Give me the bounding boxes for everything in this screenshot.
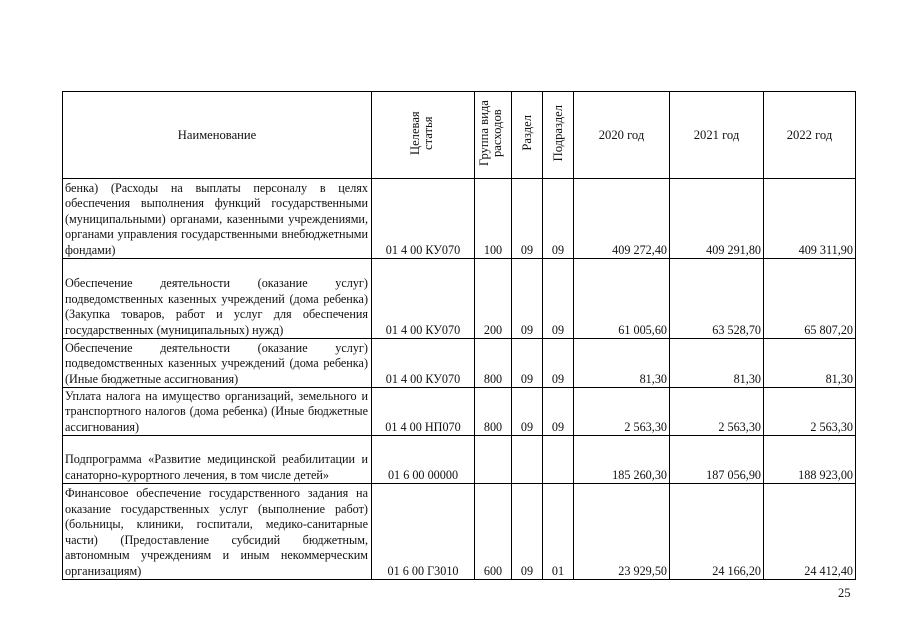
row-target-cell: 01 6 00 Г3010 — [372, 484, 475, 580]
row-2020-cell: 81,30 — [574, 339, 670, 388]
row-2021-cell: 409 291,80 — [670, 179, 764, 259]
row-2020-cell: 185 260,30 — [574, 436, 670, 484]
row-target-cell: 01 4 00 КУ070 — [372, 259, 475, 339]
row-name-cell: бенка) (Расходы на выплаты персоналу в целях обеспечения выполнения функций государственными (муниципальными) органами, казенными учреждениями, органами управления государственными внебюджетными фондами) — [63, 179, 372, 259]
table-header-row — [63, 92, 856, 179]
row-subsection-cell — [543, 436, 574, 484]
row-2021-cell: 187 056,90 — [670, 436, 764, 484]
row-2020-cell: 23 929,50 — [574, 484, 670, 580]
row-group-cell — [475, 436, 512, 484]
table-row — [63, 436, 856, 484]
row-subsection-cell: 09 — [543, 339, 574, 388]
row-2022-cell: 188 923,00 — [764, 436, 856, 484]
row-2022-cell: 24 412,40 — [764, 484, 856, 580]
row-subsection-cell: 09 — [543, 179, 574, 259]
row-2021-cell: 2 563,30 — [670, 388, 764, 436]
row-2022-cell: 2 563,30 — [764, 388, 856, 436]
col-header-name: Наименование — [63, 92, 372, 179]
col-header-group: Группа вида расходов — [475, 92, 512, 179]
row-target-cell: 01 4 00 КУ070 — [372, 179, 475, 259]
table-row — [63, 179, 856, 259]
row-2021-cell: 81,30 — [670, 339, 764, 388]
row-section-cell: 09 — [512, 339, 543, 388]
col-header-2021: 2021 год — [670, 92, 764, 179]
row-target-cell: 01 6 00 00000 — [372, 436, 475, 484]
page-number: 25 — [838, 586, 851, 600]
row-2021-cell: 63 528,70 — [670, 259, 764, 339]
table-row — [63, 484, 856, 580]
row-section-cell: 09 — [512, 179, 543, 259]
row-section-cell: 09 — [512, 259, 543, 339]
row-name-cell: Уплата налога на имущество организаций, земельного и транспортного налогов (дома ребенка) (Иные бюджетные ассигнования) — [63, 388, 372, 436]
row-2021-cell: 24 166,20 — [670, 484, 764, 580]
col-header-section: Раздел — [512, 92, 543, 179]
row-2022-cell: 65 807,20 — [764, 259, 856, 339]
row-2020-cell: 61 005,60 — [574, 259, 670, 339]
row-section-cell — [512, 436, 543, 484]
row-target-cell: 01 4 00 КУ070 — [372, 339, 475, 388]
row-name-cell: Финансовое обеспечение государственного задания на оказание государственных услуг (выполнение работ) (больницы, клиники, госпитали, медико-санитарные части) (Предоставление субсидий бюджетным, автономным учреждениям и иным некоммерческим организациям) — [63, 484, 372, 580]
col-header-subsection: Подраздел — [543, 92, 574, 179]
row-group-cell: 800 — [475, 339, 512, 388]
row-subsection-cell: 09 — [543, 388, 574, 436]
row-2022-cell: 81,30 — [764, 339, 856, 388]
table-row — [63, 259, 856, 339]
row-name-cell: Обеспечение деятельности (оказание услуг) подведомственных казенных учреждений (дома ребенка) (Иные бюджетные ассигнования) — [63, 339, 372, 388]
row-subsection-cell: 09 — [543, 259, 574, 339]
table-row — [63, 339, 856, 388]
row-group-cell: 600 — [475, 484, 512, 580]
row-2022-cell: 409 311,90 — [764, 179, 856, 259]
row-group-cell: 800 — [475, 388, 512, 436]
row-name-cell: Обеспечение деятельности (оказание услуг) подведомственных казенных учреждений (дома ребенка) (Закупка товаров, работ и услуг для обеспечения государственных (муниципальных) нужд) — [63, 259, 372, 339]
row-section-cell: 09 — [512, 484, 543, 580]
col-header-2022: 2022 год — [764, 92, 856, 179]
row-subsection-cell: 01 — [543, 484, 574, 580]
row-section-cell: 09 — [512, 388, 543, 436]
budget-table — [62, 91, 856, 580]
table-row — [63, 388, 856, 436]
row-group-cell: 100 — [475, 179, 512, 259]
col-header-target: Целевая статья — [372, 92, 475, 179]
row-2020-cell: 2 563,30 — [574, 388, 670, 436]
row-group-cell: 200 — [475, 259, 512, 339]
row-2020-cell: 409 272,40 — [574, 179, 670, 259]
row-target-cell: 01 4 00 НП070 — [372, 388, 475, 436]
row-name-cell: Подпрограмма «Развитие медицинской реабилитации и санаторно-курортного лечения, в том числе детей» — [63, 436, 372, 484]
col-header-2020: 2020 год — [574, 92, 670, 179]
